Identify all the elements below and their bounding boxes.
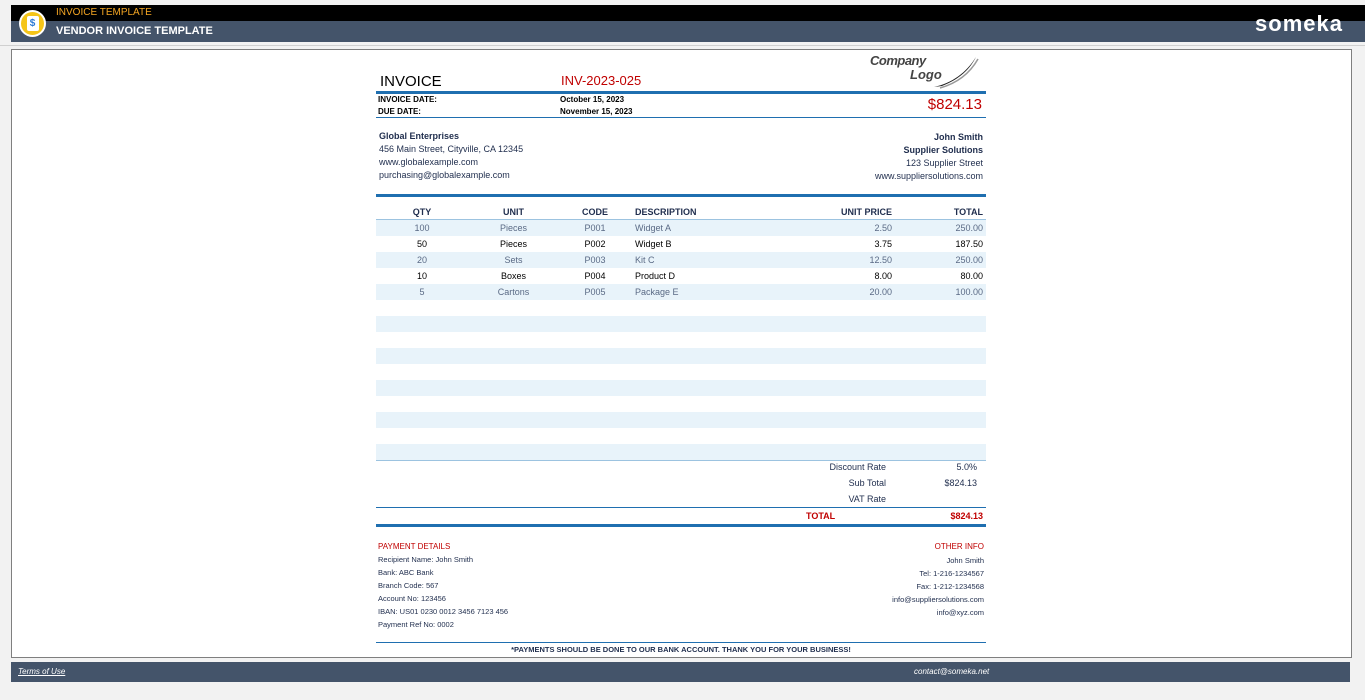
terms-of-use-link[interactable]: Terms of Use [18, 667, 66, 676]
logo-text-line2: Logo [910, 67, 942, 82]
total-value: $824.13 [950, 511, 983, 521]
other-info-name[interactable]: John Smith [946, 556, 984, 565]
payment-iban[interactable]: IBAN: US01 0230 0012 3456 7123 456 [378, 607, 509, 616]
cell-description[interactable]: Widget B [635, 239, 672, 249]
brand-logo[interactable]: someka [1255, 11, 1343, 36]
table-row[interactable] [376, 284, 986, 300]
other-info-tel[interactable]: Tel: 1-216-1234567 [919, 569, 984, 578]
app-title: INVOICE TEMPLATE [56, 7, 152, 18]
header-slate-strip [11, 21, 1365, 42]
empty-row[interactable] [376, 348, 986, 364]
contact-email[interactable]: contact@someka.net [914, 667, 990, 676]
app-header [11, 5, 1365, 42]
cell-qty[interactable]: 10 [416, 271, 427, 281]
total-label: TOTAL [806, 511, 836, 521]
billed-to-company[interactable]: Supplier Solutions [903, 145, 983, 155]
logo-swoosh-icon [930, 55, 980, 89]
payment-ref-no[interactable]: Payment Ref No: 0002 [378, 620, 454, 629]
app-footer [11, 662, 1350, 682]
subtotal-label: Sub Total [848, 478, 886, 488]
cell-unit[interactable]: Cartons [497, 287, 530, 297]
payment-details-heading: PAYMENT DETAILS [378, 542, 451, 551]
cell-total: 80.00 [960, 271, 983, 281]
cell-unit[interactable]: Pieces [499, 239, 527, 249]
billed-from [379, 130, 523, 182]
col-header-unit-price: UNIT PRICE [840, 207, 892, 217]
total-bottom-rule [376, 524, 986, 527]
cell-description[interactable]: Package E [635, 287, 679, 297]
cell-unit[interactable]: Pieces [499, 223, 527, 233]
table-row[interactable] [376, 252, 986, 268]
empty-row[interactable] [376, 460, 986, 476]
cell-total: 100.00 [955, 287, 983, 297]
app-subtitle: VENDOR INVOICE TEMPLATE [56, 25, 213, 37]
cell-code[interactable]: P003 [584, 255, 606, 265]
items-top-rule [376, 194, 986, 197]
other-info-heading: OTHER INFO [934, 542, 984, 551]
cell-total: 250.00 [955, 255, 983, 265]
cell-qty[interactable]: 20 [416, 255, 427, 265]
table-row[interactable] [376, 236, 986, 252]
cell-unit-price[interactable]: 3.75 [874, 239, 892, 249]
cell-unit-price[interactable]: 8.00 [874, 271, 892, 281]
vat-rate-label: VAT Rate [848, 494, 886, 504]
payment-note: *PAYMENTS SHOULD BE DONE TO OUR BANK ACCOUNT. THANK YOU FOR YOUR BUSINESS! [511, 645, 851, 654]
table-header [376, 204, 986, 220]
col-header-description: DESCRIPTION [635, 207, 697, 217]
billed-from-address[interactable]: 456 Main Street, Cityville, CA 12345 [379, 144, 524, 154]
discount-rate-value[interactable]: 5.0% [956, 462, 977, 472]
invoice-title: INVOICE [380, 73, 442, 90]
cell-unit[interactable]: Sets [504, 255, 523, 265]
col-header-total: TOTAL [953, 207, 983, 217]
billed-from-email[interactable]: purchasing@globalexample.com [379, 170, 510, 180]
payment-bank[interactable]: Bank: ABC Bank [378, 568, 434, 577]
empty-row[interactable] [376, 316, 986, 332]
empty-row[interactable] [376, 412, 986, 428]
cell-code[interactable]: P002 [584, 239, 606, 249]
cell-code[interactable]: P004 [584, 271, 606, 281]
billed-from-name[interactable]: Global Enterprises [379, 131, 460, 141]
total-top-rule [376, 507, 986, 508]
header-divider [0, 45, 1365, 46]
date-rule [376, 117, 986, 118]
due-date-label: DUE DATE: [378, 107, 421, 116]
cell-total: 187.50 [955, 239, 983, 249]
cell-description[interactable]: Product D [635, 271, 676, 281]
subtotal-value: $824.13 [944, 478, 977, 488]
table-row[interactable] [376, 268, 986, 284]
col-header-qty: QTY [412, 207, 432, 217]
discount-rate-label: Discount Rate [829, 462, 886, 472]
col-header-unit: UNIT [503, 207, 524, 217]
cell-description[interactable]: Widget A [635, 223, 672, 233]
cell-code[interactable]: P001 [584, 223, 606, 233]
payment-account-no[interactable]: Account No: 123456 [378, 594, 446, 603]
billed-to-address[interactable]: 123 Supplier Street [905, 158, 983, 168]
payment-branch-code[interactable]: Branch Code: 567 [378, 581, 439, 590]
table-row[interactable] [376, 220, 986, 236]
note-rule [376, 642, 986, 643]
cell-qty[interactable]: 50 [416, 239, 427, 249]
header-black-strip [11, 5, 1365, 21]
invoice-amount: $824.13 [927, 96, 982, 113]
cell-description[interactable]: Kit C [635, 255, 655, 265]
invoice-dollar-icon[interactable]: $ [19, 10, 46, 37]
header-rule [376, 91, 986, 94]
invoice-sheet [11, 49, 1352, 658]
empty-row[interactable] [376, 380, 986, 396]
empty-row[interactable] [376, 428, 986, 444]
cell-code[interactable]: P005 [584, 287, 606, 297]
other-info-email[interactable]: info@suppliersolutions.com [892, 595, 984, 604]
billed-from-website[interactable]: www.globalexample.com [379, 157, 479, 167]
cell-total: 250.00 [955, 223, 983, 233]
billed-to-website[interactable]: www.suppliersolutions.com [874, 171, 983, 181]
empty-row[interactable] [376, 332, 986, 348]
payment-recipient[interactable]: Recipient Name: John Smith [378, 555, 474, 564]
billed-to-name[interactable]: John Smith [934, 132, 983, 142]
col-header-code: CODE [581, 207, 608, 217]
cell-qty[interactable]: 100 [414, 223, 430, 233]
invoice-date-value[interactable]: October 15, 2023 [560, 95, 625, 104]
invoice-date-label: INVOICE DATE: [378, 95, 437, 104]
due-date-value[interactable]: November 15, 2023 [560, 107, 633, 116]
cell-unit-price[interactable]: 20.00 [869, 287, 892, 297]
payment-details [378, 553, 508, 631]
empty-row[interactable] [376, 364, 986, 380]
cell-qty[interactable]: 5 [419, 287, 425, 297]
company-logo [870, 53, 980, 89]
other-info-fax[interactable]: Fax: 1-212-1234568 [916, 582, 984, 591]
billed-to [782, 131, 983, 183]
empty-row[interactable] [376, 300, 986, 316]
empty-row[interactable] [376, 396, 986, 412]
invoice-number[interactable]: INV-2023-025 [561, 73, 642, 88]
other-info-email-2[interactable]: info@xyz.com [936, 608, 984, 617]
cell-unit-price[interactable]: 12.50 [869, 255, 892, 265]
logo-text-line1: Company [870, 53, 926, 68]
cell-unit-price[interactable]: 2.50 [874, 223, 892, 233]
cell-unit[interactable]: Boxes [500, 271, 526, 281]
empty-row[interactable] [376, 444, 986, 460]
other-info [824, 554, 984, 619]
items-bottom-rule [376, 460, 986, 461]
